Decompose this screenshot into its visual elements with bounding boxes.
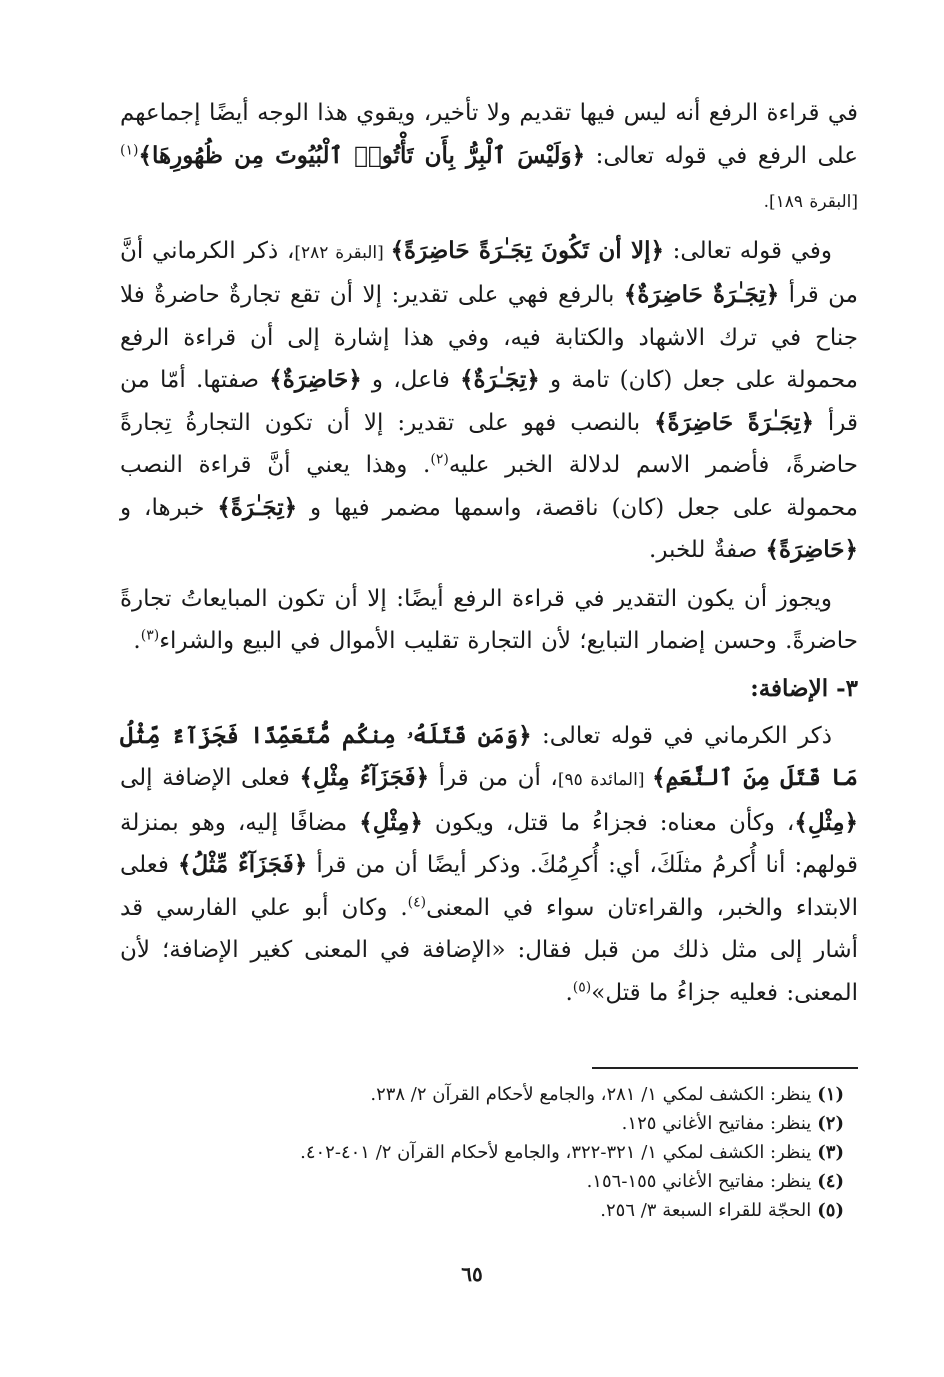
text: وفي قوله تعالى: <box>663 237 832 264</box>
footnote-ref: (٤) <box>407 893 427 910</box>
quran-verse: ﴿تِجَـٰرَةً حَاضِرَةً﴾ <box>654 408 814 436</box>
paragraph-4 <box>120 715 858 1015</box>
text: فاعل، و <box>361 367 461 393</box>
footnote-item <box>124 1109 844 1138</box>
footnote-item <box>124 1080 844 1109</box>
footnote-ref: (٣) <box>140 627 160 644</box>
text: ، ذكر الكرماني أنَّ من قرأ <box>120 237 859 308</box>
quran-verse: ﴿تِجَـٰرَةٌ حَاضِرَةٌ﴾ <box>623 281 780 308</box>
page-number: ٦٥ <box>461 1262 483 1286</box>
text: . <box>133 628 141 654</box>
text: ذكر الكرماني في قوله تعالى: <box>531 722 832 749</box>
verse-reference: [المائدة ٩٥] <box>557 770 653 790</box>
footnote-text: ينظر: مفاتيح الأغاني ١٢٥. <box>621 1113 812 1134</box>
quran-verse: ﴿فَجَزَآءٌ مِّثْلُ﴾ <box>178 851 308 878</box>
footnote-item <box>124 1138 844 1167</box>
footnotes <box>124 1080 844 1225</box>
text: بالنصب فهو على تقدير: إلا أن تكون التجارةُ تِجارةً حاضرةً، فأضمر الاسم لدلالة الخبر عليه <box>120 409 858 478</box>
text: خبرها، و <box>120 494 218 521</box>
footnote-number: (٣) <box>817 1142 844 1163</box>
text: بالرفع فهي على تقدير: إلا أن تقع تجارةٌ حاضرةٌ فلا جناح في ترك الاشهاد والكتابة فيه، وفي هذا إشارة إلى أن قراءة الرفع محمولة على جعل (كان) تامة و <box>120 282 858 393</box>
quran-verse: ﴿مِثْلِ﴾ <box>359 808 423 836</box>
paragraph-3 <box>120 578 858 663</box>
quran-verse: ﴿حَاضِرَةً﴾ <box>765 536 858 563</box>
footnote-divider <box>592 1067 858 1069</box>
text: مضافًا إليه، وهو بمنزلة قولهم: أنا أُكرمُ مثلَكَ، أي: أُكرِمُكَ. وذكر أيضًا أن من قرأ <box>120 809 859 878</box>
quran-verse: ﴿إلا أن تَكُونَ تِجَـٰرَةً حَاضِرَةً﴾ <box>390 236 664 264</box>
page-body <box>120 92 858 1014</box>
footnote-text: ينظر: مفاتيح الأغاني ١٥٥-١٥٦. <box>586 1171 812 1192</box>
text: ، أن من قرأ <box>429 765 558 791</box>
footnote-number: (٢) <box>817 1113 844 1134</box>
text: في قراءة الرفع أنه ليس فيها تقديم ولا تأخير، ويقوي هذا الوجه أيضًا إجماعهم على الرفع في قوله تعالى: <box>120 100 858 169</box>
paragraph-2 <box>120 230 858 572</box>
section-heading: ٣- الإضافة: <box>750 674 858 702</box>
footnote-ref: (٢) <box>430 451 449 468</box>
quran-verse: ﴿وَلَيْسَ ٱلْبِرُّ بِأَن تَأْتُوا۟ ٱلْبُيُوتَ مِن ظُهُورِهَا﴾ <box>138 141 586 169</box>
quran-verse: ﴿وَمَن قَتَلَهُۥ مِنكُم مُّتَعَمِّدًا فَجَزَآءٌ مِّثْلُ مَا قَتَلَ مِنَ ٱلنَّعَمِ﴾ <box>120 721 858 791</box>
footnote-ref: (٥) <box>572 978 592 995</box>
text: ، وكأن معناه: فجزاءُ ما قتل، ويكون <box>422 809 795 836</box>
footnote-item <box>124 1196 844 1225</box>
footnote-item <box>124 1167 844 1196</box>
quran-verse: ﴿فَجَزَآءُ مِثْلِ﴾ <box>299 764 430 791</box>
text: صفةٌ للخبر. <box>649 537 766 563</box>
text: . وهذا يعني أنَّ قراءة النصب محمولة على جعل (كان) ناقصة، واسمها مضمر فيها و <box>120 452 858 521</box>
quran-verse: ﴿تِجَـٰرَةٌ﴾ <box>460 366 540 393</box>
quran-verse: ﴿مِثْلِ﴾ <box>794 808 858 836</box>
footnote-number: (٥) <box>817 1200 844 1221</box>
footnote-text: ينظر: الكشف لمكي ١/ ٢٨١، والجامع لأحكام القرآن ٢/ ٢٣٨. <box>370 1084 812 1105</box>
text: صفتها. أمّا من قرأ <box>120 367 858 436</box>
verse-reference: [البقرة ٢٨٢] <box>294 242 391 263</box>
text: فعلى الإضافة إلى <box>120 765 300 791</box>
footnote-number: (٤) <box>817 1171 844 1192</box>
text: . وكان أبو علي الفارسي قد أشار إلى مثل ذلك من قبل فقال: «الإضافة في المعنى كغير الإضافة؛ لأن المعنى: فعليه جزاءُ ما قتل» <box>120 894 858 1006</box>
quran-verse: ﴿حَاضِرَةٌ﴾ <box>269 366 362 393</box>
quran-verse: ﴿تِجَـٰرَةً﴾ <box>217 493 298 521</box>
footnote-ref: (١) <box>120 141 139 158</box>
text: فعلى الابتداء والخبر، والقراءتان سواء في المعنى <box>120 852 858 921</box>
footnote-text: الحجّة للقراء السبعة ٣/ ٢٥٦. <box>600 1200 812 1221</box>
text: . <box>565 979 573 1006</box>
paragraph-1 <box>120 92 858 224</box>
verse-reference: [البقرة ١٨٩]. <box>763 192 858 212</box>
footnote-number: (١) <box>817 1084 844 1105</box>
footnote-text: ينظر: الكشف لمكي ١/ ٣٢١-٣٢٢، والجامع لأحكام القرآن ٢/ ٤٠١-٤٠٢. <box>300 1142 812 1163</box>
text: ويجوز أن يكون التقدير في قراءة الرفع أيضًا: إلا أن تكون المبايعاتُ تجارةً حاضرةً. وحسن إضمار التبايع؛ لأن التجارة تقليب الأموال في البيع والشراء <box>120 585 858 654</box>
